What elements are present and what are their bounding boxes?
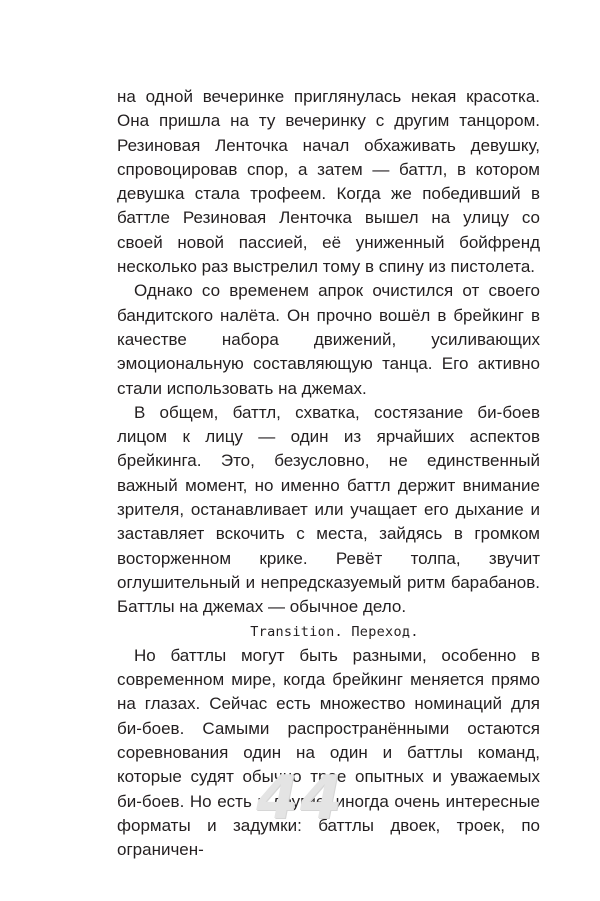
body-text <box>117 85 540 863</box>
page-number: 44 <box>256 763 344 833</box>
section-title: Transition. Переход. <box>250 623 419 640</box>
paragraph-2: Однако со временем апрок очистился от своего бандитского налёта. Он прочно вошёл в брейкинг в качестве набора движений, усиливающих эмоциональную составляющую танца. Его активно стали использовать на джемах. <box>117 281 540 398</box>
paragraph-3: В общем, баттл, схватка, состязание би-боев лицом к лицу — один из ярчайших аспектов брейкинга. Это, безусловно, не единственный важный момент, но именно баттл держит внимание зрителя, останавливает или учащает его дыхание и заставляет вскочить с места, зайдясь в громком восторженном крике. Ревёт толпа, звучит оглушительный и непредсказуемый ритм барабанов. Баттлы на джемах — обычное дело. <box>117 402 540 617</box>
paragraph-1: на одной вечеринке приглянулась некая красотка. Она пришла на ту вечеринку с другим танцором. Резиновая Ленточка начал обхаживать девушку, спровоцировав спор, а затем — баттл, в котором девушка стала трофеем. Когда же победивший в баттле Резиновая Ленточка вышел на улицу со своей новой пассией, её униженный бойфренд несколько раз выстрелил тому в спину из пистолета. <box>117 87 540 277</box>
paragraph-4: Но баттлы могут быть разными, особенно в современном мире, когда брейкинг меняется прямо на глазах. Сейчас есть множество номинаций для би-боев. Самыми распространёнными остаются соревнования один на один и баттлы команд, которые судят обычно трое опытных и уважаемых би-боев. Но есть и другие, иногда очень интересные форматы и задумки: баттлы двоек, троек, по ограничен- <box>117 645 540 860</box>
